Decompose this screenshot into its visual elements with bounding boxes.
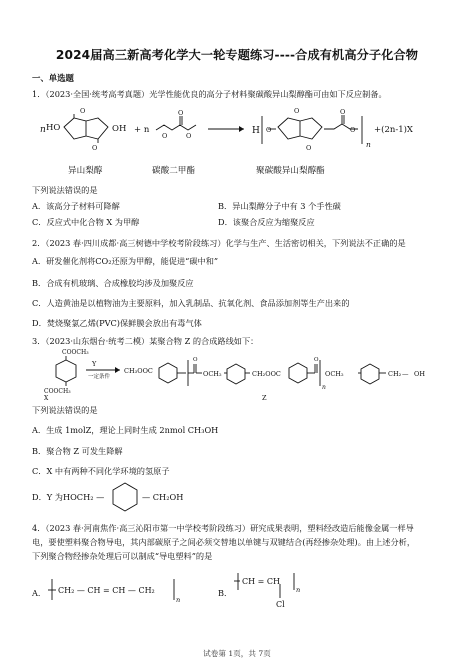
svg-text:O: O xyxy=(294,107,300,115)
question-4-stem-line1: 4．（2023 春·河南焦作·高三沁阳市第一中学校考阶段练习）研究成果表明，塑料经改造后能像金属一样导 xyxy=(32,523,414,533)
page-footer: 试卷第 1页，共 7页 xyxy=(203,649,271,658)
page-title: 2024届高三新高考化学大一轮专题练习----合成有机高分子化合物 xyxy=(55,48,419,62)
byproduct: +(2n-1)X xyxy=(374,125,413,135)
svg-text:O: O xyxy=(92,144,98,152)
question-3-option-d: D．Y 为HOCH₂ — xyxy=(32,492,105,502)
svg-text:OCH₂: OCH₂ xyxy=(203,370,222,378)
svg-text:Z: Z xyxy=(262,394,267,402)
question-1-option-c: C．反应式中化合物 X 为甲醇 xyxy=(32,217,140,227)
svg-text:CH₃OOC: CH₃OOC xyxy=(124,367,153,375)
label-polymer: 聚碳酸异山梨醇酯 xyxy=(256,166,325,176)
question-3-lead: 下列说法错误的是 xyxy=(32,405,98,415)
question-2-option-a: A．研发催化剂将CO₂还原为甲醇，能促进“碳中和” xyxy=(32,256,219,266)
svg-text:CH₂OOC: CH₂OOC xyxy=(252,370,281,378)
svg-text:OCH₂: OCH₂ xyxy=(325,370,344,378)
isosorbide-ring xyxy=(64,114,108,143)
question-3-option-d-tail: — CH₂OH xyxy=(142,492,184,502)
benzene-ring-x xyxy=(56,356,76,386)
svg-text:CH₂ — CH = CH — CH₂: CH₂ — CH = CH — CH₂ xyxy=(58,586,155,595)
question-1-stem: 1．（2023·全国·统考高考真题）光学性能优良的高分子材料聚碳酸异山梨醇酯可由如下反应制备。 xyxy=(32,89,387,99)
svg-text:Cl: Cl xyxy=(276,600,285,609)
question-1-lead: 下列说法错误的是 xyxy=(32,185,98,195)
question-4-option-b-formula xyxy=(232,572,312,612)
svg-text:—: — xyxy=(402,370,409,378)
question-1-option-d: D．该聚合反应为缩聚反应 xyxy=(218,217,315,227)
question-3-option-c: C．X 中有两种不同化学环境的氢原子 xyxy=(32,466,170,476)
svg-text:O: O xyxy=(314,357,319,363)
svg-text:一定条件: 一定条件 xyxy=(88,374,111,380)
svg-text:OH: OH xyxy=(414,370,425,378)
question-2-option-b: B．合成有机玻璃、合成橡胶均涉及加聚反应 xyxy=(32,278,194,288)
question-4-option-a-label: A． xyxy=(32,588,47,598)
svg-text:O: O xyxy=(340,108,346,116)
reaction-equation-q1 xyxy=(30,108,450,160)
label-dimethyl-carbonate: 碳酸二甲酯 xyxy=(152,166,195,176)
svg-text:COOCH₃: COOCH₃ xyxy=(62,349,89,356)
section-heading: 一、单选题 xyxy=(32,73,74,83)
question-1-option-b: B．异山梨醇分子中有 3 个手性碳 xyxy=(218,201,341,211)
ho-group: HO xyxy=(46,123,61,133)
question-4-option-a-formula xyxy=(46,576,216,604)
svg-text:O: O xyxy=(266,126,272,134)
question-4-option-b-label: B． xyxy=(218,588,233,598)
question-3-option-b: B．聚合物 Z 可发生降解 xyxy=(32,446,123,456)
svg-text:O: O xyxy=(186,132,192,140)
svg-text:n: n xyxy=(322,384,326,391)
polymer-n: n xyxy=(366,140,371,149)
question-2-stem: 2．（2023 春·四川成都·高三树德中学校考阶段练习）化学与生产、生活密切相关，下列说法不正确的是 xyxy=(32,238,406,248)
svg-text:Y: Y xyxy=(92,360,97,368)
svg-text:O: O xyxy=(306,144,312,152)
oh-group: OH xyxy=(112,124,127,134)
svg-text:X: X xyxy=(44,395,49,402)
question-2-option-c: C．人造黄油是以植物油为主要原料，加入乳制品、抗氧化剂、食品添加剂等生产出来的 xyxy=(32,298,350,308)
plus-n: + n xyxy=(134,125,150,135)
polymer-structure xyxy=(262,115,362,144)
svg-text:CH = CH: CH = CH xyxy=(242,577,280,586)
question-3-option-a: A．生成 1molZ，理论上同时生成 2nmol CH₃OH xyxy=(32,425,219,435)
svg-text:O: O xyxy=(193,357,198,363)
question-2-option-d: D．焚烧聚氯乙烯(PVC)保鲜膜会放出有毒气体 xyxy=(32,318,202,328)
label-isosorbide: 异山梨醇 xyxy=(68,166,103,176)
dimethyl-carbonate xyxy=(156,116,196,130)
question-4-stem-line2: 电，要使塑料聚合物导电，其内部碳原子之间必须交替地以单键与双键结合(再经掺杂处理)。由上述分析， xyxy=(32,537,416,547)
svg-text:O: O xyxy=(178,109,184,117)
svg-text:n: n xyxy=(176,596,181,604)
question-3-stem: 3．（2023·山东烟台·统考二模）某聚合物 Z 的合成路线如下： xyxy=(32,336,259,346)
svg-text:n: n xyxy=(296,586,301,594)
svg-text:O: O xyxy=(80,107,86,115)
coef-n: n xyxy=(40,125,46,135)
question-4-stem-line3: 下列聚合物经掺杂处理后可以制成“导电塑料”的是 xyxy=(32,551,213,561)
svg-text:COOCH₃: COOCH₃ xyxy=(44,388,71,395)
svg-text:O: O xyxy=(162,132,168,140)
svg-text:CH₂: CH₂ xyxy=(388,370,402,378)
cyclohexane-ring-d xyxy=(108,480,142,514)
h-end: H xyxy=(252,126,260,136)
question-1-option-a: A．该高分子材料可降解 xyxy=(32,201,120,211)
svg-text:O: O xyxy=(350,126,356,134)
synthesis-route-q3 xyxy=(30,346,450,404)
